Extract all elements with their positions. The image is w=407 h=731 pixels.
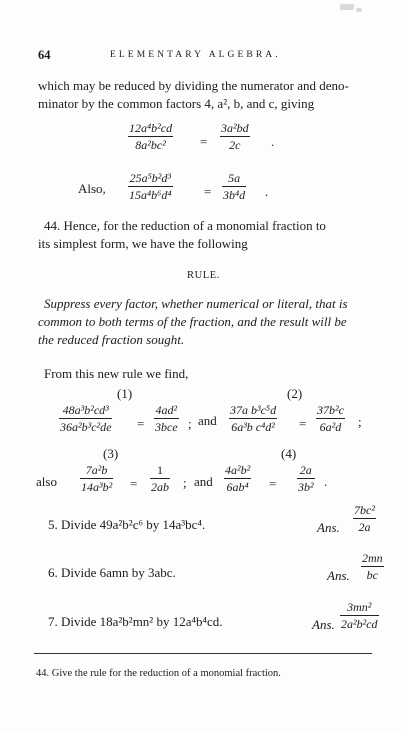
- numerator: 1: [157, 463, 163, 477]
- semicolon: ;: [358, 414, 362, 429]
- rule-line-1: Suppress every factor, whether numerical or literal, that is: [44, 296, 348, 311]
- fraction-bar: [224, 478, 251, 479]
- example-3-rhs-fraction: [150, 464, 170, 493]
- fraction-bar: [353, 518, 376, 519]
- numerator: 2mn: [362, 551, 383, 565]
- rule-line-3: the reduced fraction sought.: [38, 332, 185, 347]
- fraction-bar: [80, 478, 113, 479]
- denominator: 6ab⁴: [226, 480, 249, 494]
- ans-label-7: Ans.: [312, 617, 335, 632]
- example2-lhs-fraction: [128, 172, 173, 201]
- fraction-bar: [297, 478, 315, 479]
- fraction-bar: [220, 136, 250, 137]
- denominator: 2c: [229, 138, 241, 152]
- from-line: From this new rule we find,: [44, 366, 189, 381]
- example1-rhs-fraction: [220, 122, 250, 151]
- numerator: 3a²bd: [221, 121, 249, 135]
- example-label-1: (1): [117, 386, 133, 401]
- equals-sign: =: [299, 416, 307, 431]
- exercise-7: 7. Divide 18a²b²mn² by 12a⁴b⁴cd.: [48, 614, 223, 629]
- fraction-bar: [150, 478, 170, 479]
- rule-line-2: common to both terms of the fraction, and the result will be: [38, 314, 347, 329]
- numerator: 12a⁴b²cd: [129, 121, 173, 135]
- intro-line-1: which may be reduced by dividing the numerator and deno-: [38, 78, 349, 93]
- denominator: 3b⁴d: [223, 188, 246, 202]
- intro-line-2: minator by the common factors 4, a², b, and c, giving: [38, 96, 315, 111]
- and-word: and: [198, 413, 217, 428]
- denominator: 6a²d: [319, 420, 342, 434]
- page-number: 64: [38, 48, 51, 62]
- example-1-rhs-fraction: [154, 404, 179, 433]
- ans-label-5: Ans.: [317, 520, 340, 535]
- example-label-2: (2): [287, 386, 303, 401]
- numerator: 37b²c: [317, 403, 344, 417]
- and-word: and: [194, 474, 213, 489]
- fraction-bar: [222, 186, 246, 187]
- example-4-lhs-fraction: [224, 464, 251, 493]
- numerator: 4a²b²: [225, 463, 251, 477]
- equals-sign: =: [204, 184, 212, 199]
- fraction-bar: [340, 615, 379, 616]
- semicolon: ;: [188, 416, 192, 431]
- section-44-line-1: 44. Hence, for the reduction of a monomial fraction to: [44, 218, 326, 233]
- example-label-4: (4): [281, 446, 297, 461]
- numerator: 5a: [228, 171, 241, 185]
- denominator: 2a: [358, 520, 371, 534]
- period: .: [265, 184, 269, 199]
- scan-speck: [340, 4, 354, 10]
- footnote-divider: [34, 653, 372, 654]
- exercise-7-answer: [340, 601, 379, 630]
- example-label-3: (3): [103, 446, 119, 461]
- numerator: 4ad²: [155, 403, 178, 417]
- period: .: [271, 134, 275, 149]
- denominator: 14a³b²: [81, 480, 113, 494]
- fraction-bar: [229, 418, 277, 419]
- also-label: Also,: [78, 181, 106, 196]
- exercise-6-answer: [361, 552, 384, 581]
- fraction-bar: [154, 418, 179, 419]
- rule-title: RULE.: [186, 270, 221, 281]
- fraction-bar: [361, 566, 384, 567]
- equals-sign: =: [200, 134, 208, 149]
- fraction-bar: [128, 136, 173, 137]
- equals-sign: =: [269, 476, 277, 491]
- also-word: also: [36, 474, 57, 489]
- example-2-rhs-fraction: [316, 404, 345, 433]
- fraction-bar: [316, 418, 345, 419]
- example-4-rhs-fraction: [297, 464, 315, 493]
- denominator: 3bce: [155, 420, 178, 434]
- semicolon: ;: [183, 475, 187, 490]
- scan-speck: [356, 8, 362, 12]
- fraction-bar: [128, 186, 173, 187]
- exercise-6: 6. Divide 6amn by 3abc.: [48, 565, 176, 580]
- example-3-lhs-fraction: [80, 464, 113, 493]
- numerator: 25a⁵b²d³: [129, 171, 171, 185]
- denominator: 36a²b³c²de: [60, 420, 112, 434]
- fraction-bar: [59, 418, 112, 419]
- numerator: 2a: [299, 463, 312, 477]
- example-2-lhs-fraction: [229, 404, 277, 433]
- denominator: 8a²bc²: [135, 138, 166, 152]
- running-title: ELEMENTARY ALGEBRA.: [110, 50, 281, 60]
- section-44-line-2: its simplest form, we have the following: [38, 236, 248, 251]
- equals-sign: =: [137, 416, 145, 431]
- exercise-5-answer: [353, 504, 376, 533]
- denominator: bc: [366, 568, 378, 582]
- example-1-lhs-fraction: [59, 404, 112, 433]
- denominator: 2a²b²cd: [341, 617, 378, 631]
- example1-lhs-fraction: [128, 122, 173, 151]
- numerator: 37a b³c⁵d: [230, 403, 277, 417]
- denominator: 15a⁴b⁶d⁴: [129, 188, 172, 202]
- denominator: 6a³b c⁴d²: [231, 420, 275, 434]
- example2-rhs-fraction: [222, 172, 246, 201]
- denominator: 3b²: [298, 480, 314, 494]
- numerator: 48a³b²cd³: [62, 403, 109, 417]
- period: .: [324, 474, 328, 489]
- numerator: 7bc²: [354, 503, 375, 517]
- equals-sign: =: [130, 476, 138, 491]
- ans-label-6: Ans.: [327, 568, 350, 583]
- exercise-5: 5. Divide 49a²b²c⁶ by 14a³bc⁴.: [48, 517, 206, 532]
- denominator: 2ab: [151, 480, 169, 494]
- footnote: 44. Give the rule for the reduction of a monomial fraction.: [36, 668, 281, 679]
- numerator: 7a²b: [85, 463, 108, 477]
- numerator: 3mn²: [347, 600, 372, 614]
